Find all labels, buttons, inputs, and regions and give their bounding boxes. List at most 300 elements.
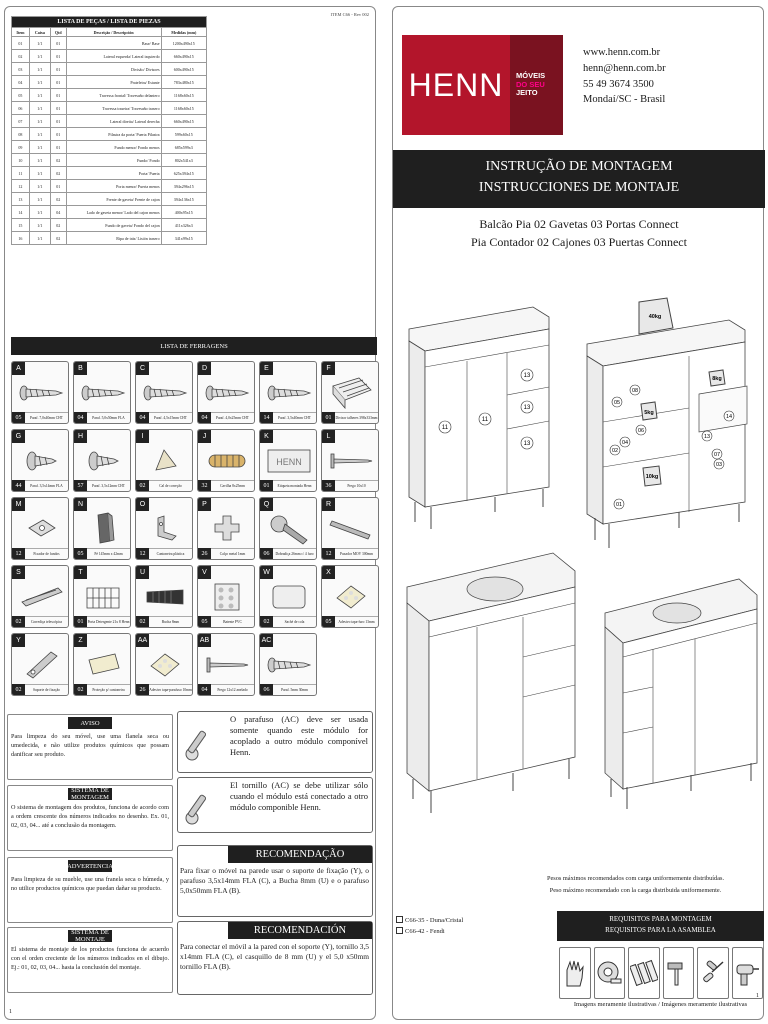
part-number-label — [702, 431, 712, 441]
part-number-label — [636, 425, 646, 435]
parts-cell: 01 — [50, 102, 66, 115]
svg-text:07: 07 — [713, 452, 721, 458]
parts-cell: Porta menor/ Puerta menos — [66, 180, 161, 193]
gloves-icon — [559, 947, 591, 999]
hardware-item — [259, 429, 317, 492]
hardware-qty: 02 — [12, 684, 25, 695]
color-option[interactable] — [396, 915, 463, 926]
parts-cell: 13 — [12, 193, 30, 206]
hardware-grid — [11, 361, 377, 696]
hardware-item — [321, 361, 379, 424]
parts-cell: 01 — [50, 37, 66, 50]
hardware-id: F — [322, 362, 335, 375]
requirements-title-es: REQUISITOS PARA LA ASAMBLEA — [605, 926, 716, 935]
parts-cell: Travessa frontal/ Travesaño delantero — [66, 89, 161, 102]
parts-row — [12, 102, 207, 115]
email-link[interactable]: henn@henn.com.br — [583, 62, 666, 74]
support-icon — [16, 646, 66, 684]
hardware-desc: Cal de correção — [149, 480, 192, 491]
tagline-2: DO SEU — [516, 79, 545, 89]
parts-col-header: Caixa — [29, 28, 50, 37]
hardware-id: AA — [136, 634, 149, 647]
hardware-qty: 26 — [136, 684, 149, 695]
parts-cell: 01 — [50, 76, 66, 89]
screw-icon — [202, 374, 252, 412]
parts-cell: 1/1 — [29, 154, 50, 167]
parts-cell: 1168x60x15 — [161, 102, 206, 115]
parts-cell: 1/1 — [29, 89, 50, 102]
hardware-desc: Calço metal 1mm — [211, 548, 254, 559]
hardware-qty: 04 — [74, 412, 87, 423]
hardware-qty: 12 — [136, 548, 149, 559]
svg-text:13: 13 — [703, 434, 711, 440]
hardware-id: C — [136, 362, 149, 375]
advertencia-text: Para limpieza de su mueble, use una franela seca o húmeda, y no utilice productos químicos que puedan dañar su producto. — [11, 876, 169, 892]
level-icon — [628, 947, 660, 999]
parts-table — [11, 16, 207, 245]
parts-cell: 625x394x15 — [161, 167, 206, 180]
hardware-qty: 36 — [322, 480, 335, 491]
svg-text:11: 11 — [481, 417, 489, 423]
hardware-qty: 04 — [198, 684, 211, 695]
svg-text:11: 11 — [441, 425, 449, 431]
hardware-item — [135, 361, 193, 424]
tip-screw-pt — [177, 711, 373, 773]
parts-cell: Lado de gaveta menor/ Lado del cajon menos — [66, 206, 161, 219]
hardware-id: Q — [260, 498, 273, 511]
hardware-id: G — [12, 430, 25, 443]
requirements-title-pt: REQUISITOS PARA MONTAGEM — [609, 915, 712, 923]
hardware-id: A — [12, 362, 25, 375]
hardware-desc: Cavilha 8x25mm — [211, 480, 254, 491]
parts-cell: 1/1 — [29, 115, 50, 128]
parts-cell: 01 — [50, 141, 66, 154]
parts-cell: Divisão/ Divisoes — [66, 63, 161, 76]
parts-cell: Base/ Base — [66, 37, 161, 50]
sistema-montagem-title: SISTEMA DE MONTAGEM — [68, 788, 112, 800]
sticker-icon — [140, 646, 190, 684]
hardware-id: B — [74, 362, 87, 375]
cabinet-load-drawing — [579, 292, 763, 552]
weight-note-pt: Pesos máximos recomendados com carga uniformemente distribuídas. — [546, 875, 725, 882]
load-label: 10kg — [645, 474, 659, 480]
parts-cell: 01 — [12, 37, 30, 50]
part-number-label — [479, 413, 491, 425]
hammer-icon — [663, 947, 695, 999]
hardware-item — [259, 361, 317, 424]
parts-cell: 400x95x15 — [161, 206, 206, 219]
hardware-desc: Porta Detergente 21x 8 Henn — [87, 616, 130, 627]
parts-cell: 1/1 — [29, 76, 50, 89]
hardware-desc: Prego 12x12 anelado — [211, 684, 254, 695]
hardware-item — [321, 429, 379, 492]
parts-row — [12, 63, 207, 76]
hardware-id: N — [74, 498, 87, 511]
phone: 55 49 3674 3500 — [583, 78, 654, 90]
hardware-qty: 32 — [198, 480, 211, 491]
hardware-id: U — [136, 566, 149, 579]
svg-text:14: 14 — [725, 414, 733, 420]
hardware-qty: 02 — [136, 480, 149, 491]
hardware-qty: 12 — [12, 548, 25, 559]
sistema-montaje-box — [7, 927, 173, 993]
document-code: ITEM C66 - Rev 002 — [330, 12, 369, 17]
parts-cell: 01 — [50, 128, 66, 141]
hardware-qty: 26 — [198, 548, 211, 559]
cabinet-front-drawing — [403, 297, 553, 537]
parts-cell: 01 — [50, 50, 66, 63]
hardware-item — [73, 429, 131, 492]
parts-cell: 600x490x15 — [161, 63, 206, 76]
handle-icon — [326, 510, 376, 548]
parts-col-header: Item — [12, 28, 30, 37]
bracket-icon — [140, 510, 190, 548]
tagline-block — [510, 35, 563, 135]
dowel-icon — [202, 442, 252, 480]
parts-table-title: LISTA DE PEÇAS / LISTA DE PIEZAS — [12, 17, 207, 28]
parts-cell: 1/1 — [29, 206, 50, 219]
hardware-item — [11, 361, 69, 424]
parts-cell: 02 — [12, 50, 30, 63]
parts-col-header: Medidas (mm) — [161, 28, 206, 37]
hardware-desc: Suporte de fixação — [25, 684, 68, 695]
svg-text:13: 13 — [523, 441, 531, 447]
parts-cell: 01 — [50, 180, 66, 193]
hardware-id: AB — [198, 634, 211, 647]
load-label: 40kg — [648, 314, 662, 320]
parts-row — [12, 76, 207, 89]
website-link[interactable]: www.henn.com.br — [583, 47, 661, 58]
hardware-item — [11, 429, 69, 492]
part-number-label — [612, 397, 622, 407]
page-number: 1 — [9, 1009, 12, 1015]
hardware-desc: Paraf. 4,5x15mm CHT — [149, 412, 192, 423]
part-number-label — [521, 437, 533, 449]
short-screw-icon — [78, 442, 128, 480]
hardware-qty: 04 — [136, 412, 149, 423]
screw-icon — [264, 374, 314, 412]
parts-cell: 685x599x3 — [161, 141, 206, 154]
aviso-title: AVISO — [68, 717, 112, 729]
weight-note-es: Peso máximo recomendado con la carga distribuida uniformemente. — [549, 886, 722, 894]
location: Mondaí/SC - Brasil — [583, 94, 666, 106]
hardware-desc: Cantoneira plástica — [149, 548, 192, 559]
hardware-qty: 02 — [74, 684, 87, 695]
drill-icon — [732, 947, 764, 999]
hardware-desc: Paraf. 3,5x12mm CHT — [87, 480, 130, 491]
shim-icon — [202, 510, 252, 548]
right-page — [392, 6, 764, 1020]
parts-cell: 02 — [50, 219, 66, 232]
glue-sachet-icon — [264, 578, 314, 616]
screw-ac-icon — [184, 786, 224, 826]
hardware-desc: Etiqueta montada Henn — [273, 480, 316, 491]
parts-cell: 02 — [50, 232, 66, 245]
svg-text:01: 01 — [615, 502, 623, 508]
hardware-qty: 06 — [260, 548, 273, 559]
hardware-id: V — [198, 566, 211, 579]
hardware-id: E — [260, 362, 273, 375]
parts-cell: 10 — [12, 154, 30, 167]
hardware-id: S — [12, 566, 25, 579]
part-number-label — [614, 499, 624, 509]
hardware-desc: Paraf. 5,0x50mm FLA — [87, 412, 130, 423]
tagline-3: JEITO — [516, 88, 538, 98]
hardware-item — [11, 497, 69, 560]
screw-ac-icon — [184, 722, 224, 762]
hardware-id: K — [260, 430, 273, 443]
hardware-qty: 14 — [260, 412, 273, 423]
hardware-id: O — [136, 498, 149, 511]
hardware-desc: Paraf. 5mm 30mm — [273, 684, 316, 695]
parts-cell: 01 — [50, 63, 66, 76]
parts-cell: 1168x60x15 — [161, 89, 206, 102]
screw-icon — [264, 646, 314, 684]
hardware-qty: 01 — [74, 616, 87, 627]
hardware-qty: 44 — [12, 480, 25, 491]
hardware-desc: Adesivo tapa-furo 13mm — [335, 616, 378, 627]
advertencia-title: ADVERTENCIA — [68, 860, 112, 872]
parts-cell: 394x136x15 — [161, 193, 206, 206]
hardware-qty: 01 — [322, 412, 335, 423]
tip-screw-es-text: El tornillo (AC) se debe utilizar sólo cuando el módulo está conectado a otro módulo componible Henn. — [230, 780, 368, 813]
parts-cell: 07 — [12, 115, 30, 128]
part-number-label — [521, 369, 533, 381]
hardware-qty: 02 — [136, 616, 149, 627]
parts-cell: 03 — [12, 63, 30, 76]
hardware-desc: Saché de cola — [273, 616, 316, 627]
hardware-desc: Prego 10x10 — [335, 480, 378, 491]
parts-row — [12, 167, 207, 180]
bumper-icon — [202, 578, 252, 616]
parts-cell: 16 — [12, 232, 30, 245]
tip-screw-pt-text: O parafuso (AC) deve ser usada somente quando este módulo for acoplado a outro módulo componível Henn. — [230, 714, 368, 758]
parts-cell: 1/1 — [29, 167, 50, 180]
screw-icon — [78, 374, 128, 412]
parts-cell: 1/1 — [29, 180, 50, 193]
parts-cell: 02 — [50, 193, 66, 206]
hardware-item — [321, 497, 379, 560]
parts-cell: 04 — [50, 206, 66, 219]
svg-text:13: 13 — [523, 405, 531, 411]
parts-cell: 1/1 — [29, 128, 50, 141]
parts-cell: Lateral direita/ Lateral derecha — [66, 115, 161, 128]
svg-text:13: 13 — [523, 373, 531, 379]
hardware-qty: 05 — [74, 548, 87, 559]
hardware-desc: Paraf. 3,5x40mm CHT — [273, 412, 316, 423]
requirements-header — [557, 911, 764, 941]
parts-cell: 09 — [12, 141, 30, 154]
parts-row — [12, 37, 207, 50]
svg-text:HENN: HENN — [276, 457, 302, 467]
part-number-label — [712, 449, 722, 459]
hardware-item — [197, 429, 255, 492]
label-icon — [264, 442, 314, 480]
hardware-item — [11, 633, 69, 696]
title-pt: INSTRUÇÃO DE MONTAGEM — [485, 159, 673, 174]
nail-icon — [202, 646, 252, 684]
hardware-item — [73, 633, 131, 696]
parts-cell: 1/1 — [29, 50, 50, 63]
hardware-item — [73, 361, 131, 424]
parts-cell: 394x296x15 — [161, 180, 206, 193]
parts-cell: 11 — [12, 167, 30, 180]
parts-cell: Travessa traseira/ Travesaño trasero — [66, 102, 161, 115]
advertencia-box — [7, 857, 173, 923]
parts-cell: 05 — [12, 89, 30, 102]
page-number: 1 — [756, 993, 759, 999]
hardware-item — [73, 565, 131, 628]
hardware-id: T — [74, 566, 87, 579]
parts-cell: 02 — [50, 154, 66, 167]
aviso-box — [7, 714, 173, 780]
parts-cell: Prateleira/ Estante — [66, 76, 161, 89]
hardware-list-title: LISTA DE FERRAGENS — [11, 337, 377, 355]
hardware-desc: Paraf. 3,5x14mm FLA — [25, 480, 68, 491]
aviso-text: Para limpeza do seu móvel, use uma flanela seca ou umedecida, e não utilize produtos químicos que possam danificar seu produto. — [11, 733, 169, 758]
hardware-item — [259, 565, 317, 628]
sistema-montagem-box — [7, 785, 173, 851]
hardware-item — [197, 361, 255, 424]
recomendacion-text: Para conectar el móvil a la pared con el soporte (Y), tornillo 3,5 x14mm FLA (C), el casquillo de 8 mm (U) y el 5,0 x50mm tornillo FLA (B). — [180, 942, 369, 971]
checkbox-icon[interactable] — [396, 916, 403, 923]
title-es: INSTRUCCIONES DE MONTAJE — [478, 180, 680, 195]
parts-row — [12, 180, 207, 193]
part-number-label — [714, 459, 724, 469]
parts-cell: 660x490x15 — [161, 50, 206, 63]
recomendacao-title: RECOMENDAÇÃO — [228, 846, 372, 863]
load-label: 5kg — [644, 410, 654, 416]
color-options — [396, 915, 463, 937]
hardware-desc: Bucha 8mm — [149, 616, 192, 627]
hardware-desc: Paraf. 4,0x25mm CHT — [211, 412, 254, 423]
sink-cabinet-right-drawing — [403, 547, 579, 817]
parts-cell: 660x490x15 — [161, 115, 206, 128]
parts-cell: 04 — [12, 76, 30, 89]
instruction-header — [393, 150, 765, 208]
hardware-desc: Pé 145mm x 42mm — [87, 548, 130, 559]
parts-cell: 12 — [12, 180, 30, 193]
parts-cell: 599x60x15 — [161, 128, 206, 141]
hardware-id: AC — [260, 634, 273, 647]
hardware-item — [11, 565, 69, 628]
left-page — [4, 6, 376, 1020]
parts-row — [12, 206, 207, 219]
hardware-desc: Corrediça telescópica — [25, 616, 68, 627]
parts-cell: 341x99x15 — [161, 232, 206, 245]
hardware-id: X — [322, 566, 335, 579]
parts-row — [12, 193, 207, 206]
sticker-icon — [326, 578, 376, 616]
part-number-label — [620, 437, 630, 447]
hardware-id: H — [74, 430, 87, 443]
parts-cell: 01 — [50, 89, 66, 102]
svg-text:05: 05 — [613, 400, 621, 406]
load-label: 8kg — [712, 376, 722, 382]
hardware-desc: Batente PVC — [211, 616, 254, 627]
hardware-qty: 02 — [12, 616, 25, 627]
anchor-icon — [140, 578, 190, 616]
tip-screw-es — [177, 777, 373, 833]
parts-cell: 08 — [12, 128, 30, 141]
hardware-item — [259, 633, 317, 696]
checkbox-icon[interactable] — [396, 927, 403, 934]
tagline-1: MÓVEIS — [516, 71, 546, 81]
parts-cell: 06 — [12, 102, 30, 115]
hardware-desc: Fixador de fundos — [25, 548, 68, 559]
recomendacao-box — [177, 845, 373, 917]
parts-row — [12, 50, 207, 63]
color-label: C66-42 - Fendi — [405, 928, 445, 936]
henn-logo — [402, 35, 510, 135]
parts-cell: 1200x490x15 — [161, 37, 206, 50]
parts-cell: Fundo/ Fondo — [66, 154, 161, 167]
parts-cell: 1/1 — [29, 219, 50, 232]
hardware-desc: Adesivo tapa-parafuso 10mm — [149, 684, 192, 695]
part-number-label — [521, 401, 533, 413]
parts-cell: Porta/ Puerta — [66, 167, 161, 180]
protector-icon — [78, 646, 128, 684]
tools-caption: Imagens meramente ilustrativas / Imágenes meramente ilustrativas — [573, 1001, 748, 1008]
hardware-id: R — [322, 498, 335, 511]
hardware-item — [321, 565, 379, 628]
parts-cell: 1/1 — [29, 37, 50, 50]
hardware-item — [197, 497, 255, 560]
tools-row — [559, 947, 763, 999]
hardware-desc: Dobradiça 26mm c/ 4 furo — [273, 548, 316, 559]
hardware-id: P — [198, 498, 211, 511]
hardware-desc: Proteção p/ cantoneira — [87, 684, 130, 695]
parts-row — [12, 89, 207, 102]
parts-row — [12, 154, 207, 167]
slide-rail-icon — [16, 578, 66, 616]
hardware-item — [135, 429, 193, 492]
hardware-id: Y — [12, 634, 25, 647]
hardware-id: W — [260, 566, 273, 579]
parts-cell: Fundo de gaveta/ Fondo del cajon — [66, 219, 161, 232]
hardware-id: Z — [74, 634, 87, 647]
color-label: C66-35 - Duna/Cristal — [405, 917, 464, 924]
parts-cell: 1/1 — [29, 232, 50, 245]
recomendacion-box — [177, 921, 373, 995]
hinge-icon — [264, 510, 314, 548]
foot-icon — [78, 510, 128, 548]
hardware-qty: 06 — [260, 684, 273, 695]
parts-cell: 15 — [12, 219, 30, 232]
parts-cell: 02 — [50, 167, 66, 180]
sistema-montaje-title: SISTEMA DE MONTAJE — [68, 930, 112, 942]
parts-cell: 411x326x3 — [161, 219, 206, 232]
screwdriver-icon — [697, 947, 729, 999]
parts-row — [12, 219, 207, 232]
hardware-id: I — [136, 430, 149, 443]
hardware-desc: Paraf. 7,0x40mm CHT — [25, 412, 68, 423]
hardware-id: J — [198, 430, 211, 443]
color-option[interactable] — [396, 926, 463, 937]
parts-cell: Pilastra da porta/ Puerta Pilastra — [66, 128, 161, 141]
parts-cell: Fundo menor/ Fondo menos — [66, 141, 161, 154]
hardware-qty: 04 — [198, 412, 211, 423]
parts-row — [12, 128, 207, 141]
cutlery-divider-icon — [326, 374, 376, 412]
tape-measure-icon — [594, 947, 626, 999]
part-number-label — [724, 411, 734, 421]
hardware-item — [135, 497, 193, 560]
rack-icon — [78, 578, 128, 616]
part-number-label — [610, 445, 620, 455]
svg-text:06: 06 — [637, 428, 645, 434]
parts-cell: 783x480x15 — [161, 76, 206, 89]
